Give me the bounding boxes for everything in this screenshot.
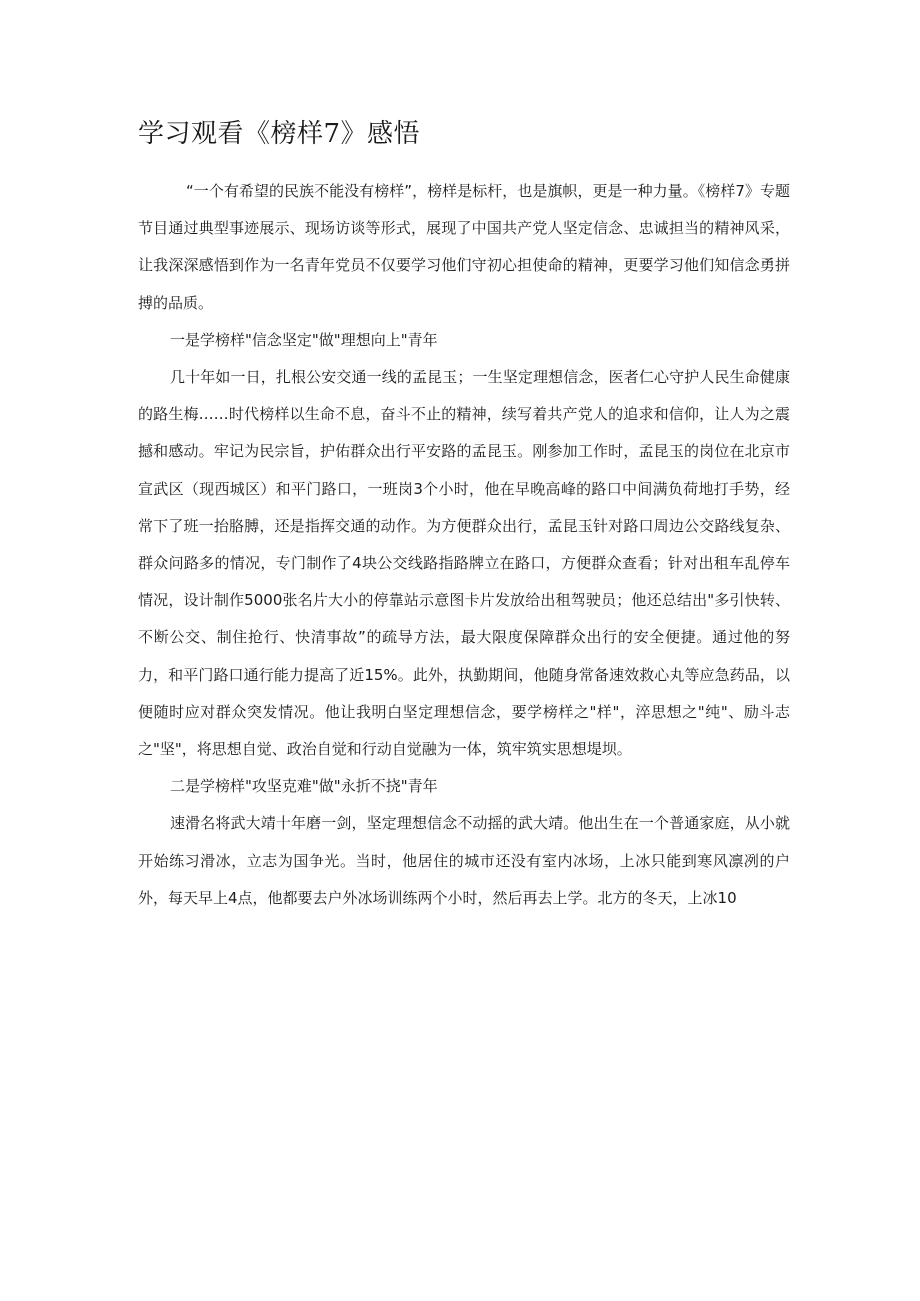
document-body xyxy=(138,173,790,917)
intro-paragraph: “一个有希望的民族不能没有榜样”，榜样是标杆，也是旗帜，更是一种力量。《榜样7》专题节目通过典型事迹展示、现场访谈等形式，展现了中国共产党人坚定信念、忠诚担当的精神风采，让我深深感悟到作为一名青年党员不仅要学习他们守初心担使命的精神，更要学习他们知信念勇拼搏的品质。 xyxy=(138,182,790,312)
section-heading-2: 二是学榜样"攻坚克难"做"永折不挠"青年 xyxy=(170,777,438,796)
section-heading-1: 一是学榜样"信念坚定"做"理想向上"青年 xyxy=(170,330,438,349)
page-title: 学习观看《榜样7》感悟 xyxy=(138,119,421,149)
body-paragraph-2: 速滑名将武大靖十年磨一剑，坚定理想信念不动摇的武大靖。他出生在一个普通家庭，从小就开始练习滑冰，立志为国争光。当时，他居住的城市还没有室内冰场，上冰只能到寒风凛冽的户外，每天早上4点，他都要去户外冰场训练两个小时，然后再去上学。北方的冬天，上冰10 xyxy=(138,814,790,907)
body-paragraph-1: 几十年如一日，扎根公安交通一线的孟昆玉；一生坚定理想信念，医者仁心守护人民生命健康的路生梅……时代榜样以生命不息，奋斗不止的精神，续写着共产党人的追求和信仰，让人为之震撼和感动。牢记为民宗旨，护佑群众出行平安路的孟昆玉。刚参加工作时，孟昆玉的岗位在北京市宣武区（现西城区）和平门路口，一班岗3个小时，他在早晚高峰的路口中间满负荷地打手势，经常下了班一抬胳膊，还是指挥交通的动作。为方便群众出行，孟昆玉针对路口周边公交路线复杂、群众问路多的情况，专门制作了4块公交线路指路牌立在路口，方便群众查看；针对出租车乱停车情况，设计制作5000张名片大小的停靠站示意图卡片发放给出租驾驶员；他还总结出"多引快转、不断公交、制住抢行、快清事故”的疏导方法，最大限度保障群众出行的安全便捷。通过他的努力，和平门路口通行能力提高了近15%。此外，执勤期间，他随身常备速效救心丸等应急药品，以便随时应对群众突发情况。他让我明白坚定理想信念，要学榜样之"样"，淬思想之"纯"、励斗志之"坚"，将思想自觉、政治自觉和行动自觉融为一体，筑牢筑实思想堤坝。 xyxy=(138,368,790,759)
